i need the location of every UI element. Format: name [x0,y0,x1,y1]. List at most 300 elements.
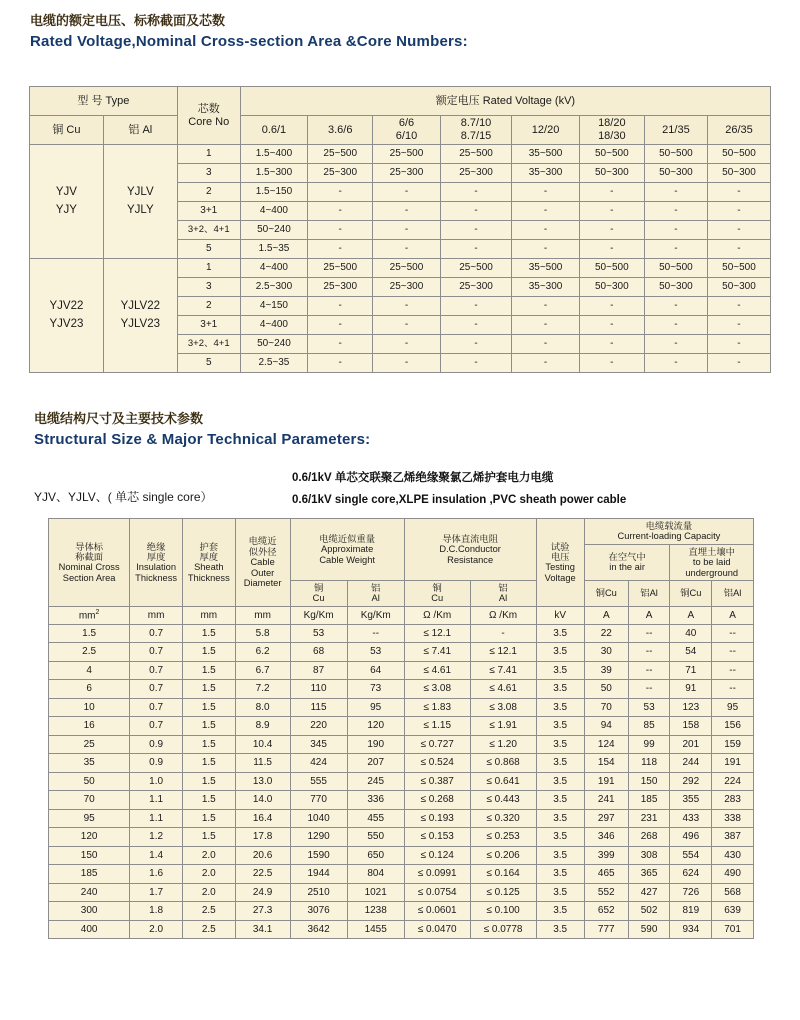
header-voltage-4: 12/20 [512,116,579,145]
voltage-cell-2: - [373,316,440,335]
data-cell-4: 53 [290,624,347,643]
data-cell-0: 2.5 [49,643,130,662]
voltage-cell-3: 25~500 [440,259,512,278]
voltage-cell-5: 50~300 [579,278,644,297]
voltage-cell-0: 1.5~150 [240,183,307,202]
data-cell-7: ≤ 0.125 [470,883,536,902]
data-cell-0: 120 [49,828,130,847]
table-row [49,920,754,939]
data-cell-5: 804 [347,865,404,884]
data-cell-3: 7.2 [235,680,290,699]
header-type-cu: 铜 Cu [30,116,104,145]
table-row [30,145,771,164]
data-cell-7: ≤ 1.91 [470,717,536,736]
voltage-cell-5: - [579,297,644,316]
voltage-cell-2: 25~500 [373,145,440,164]
data-cell-8: 3.5 [536,920,584,939]
voltage-cell-7: - [707,316,770,335]
data-cell-2: 1.5 [182,735,235,754]
data-cell-11: 158 [670,717,712,736]
voltage-cell-5: 50~500 [579,259,644,278]
header-air-cu: 铜Cu [584,581,628,607]
voltage-cell-4: 35~500 [512,259,579,278]
core-no: 3 [177,278,240,297]
data-cell-8: 3.5 [536,680,584,699]
voltage-cell-6: - [644,240,707,259]
data-cell-8: 3.5 [536,846,584,865]
voltage-cell-2: - [373,202,440,221]
voltage-cell-2: - [373,240,440,259]
data-cell-1: 1.1 [130,809,183,828]
data-cell-10: 365 [628,865,670,884]
section-2-subtitle-left: YJV、YJLV、( 单芯 single core） [34,490,213,504]
data-cell-10: 99 [628,735,670,754]
data-cell-6: ≤ 0.524 [404,754,470,773]
data-cell-2: 1.5 [182,643,235,662]
data-cell-12: 156 [712,717,754,736]
data-cell-7: ≤ 4.61 [470,680,536,699]
voltage-cell-6: - [644,316,707,335]
voltage-cell-1: - [308,354,373,373]
voltage-cell-5: - [579,354,644,373]
data-cell-4: 2510 [290,883,347,902]
table-row [49,661,754,680]
data-cell-4: 87 [290,661,347,680]
data-cell-0: 6 [49,680,130,699]
data-cell-6: ≤ 7.41 [404,643,470,662]
header-testing-voltage: 试验 电压 Testing Voltage [536,519,584,607]
voltage-cell-5: - [579,240,644,259]
data-cell-0: 300 [49,902,130,921]
voltage-cell-4: - [512,335,579,354]
data-cell-12: -- [712,680,754,699]
voltage-cell-3: 25~500 [440,145,512,164]
voltage-cell-6: - [644,354,707,373]
voltage-cell-1: 25~500 [308,145,373,164]
data-cell-9: 124 [584,735,628,754]
rated-voltage-table [29,86,771,373]
data-cell-12: 639 [712,902,754,921]
data-cell-3: 8.0 [235,698,290,717]
voltage-cell-5: - [579,316,644,335]
data-cell-1: 0.7 [130,680,183,699]
data-cell-12: 191 [712,754,754,773]
voltage-cell-7: - [707,297,770,316]
header-weight-cu: 铜 Cu [290,581,347,607]
data-cell-2: 1.5 [182,791,235,810]
data-cell-9: 552 [584,883,628,902]
data-cell-12: -- [712,624,754,643]
voltage-cell-3: - [440,183,512,202]
voltage-cell-1: - [308,335,373,354]
data-cell-11: 355 [670,791,712,810]
data-cell-11: 91 [670,680,712,699]
data-cell-7: ≤ 12.1 [470,643,536,662]
technical-parameters-table [48,518,754,939]
data-cell-10: -- [628,661,670,680]
voltage-cell-4: - [512,202,579,221]
data-cell-10: 268 [628,828,670,847]
data-cell-11: 201 [670,735,712,754]
data-cell-3: 13.0 [235,772,290,791]
data-cell-0: 4 [49,661,130,680]
voltage-cell-7: - [707,183,770,202]
data-cell-12: 224 [712,772,754,791]
data-cell-9: 465 [584,865,628,884]
voltage-cell-6: - [644,202,707,221]
table-row [49,865,754,884]
data-cell-3: 16.4 [235,809,290,828]
section-1-title-en: Rated Voltage,Nominal Cross-section Area &Core Numbers: [30,33,468,50]
data-cell-11: 433 [670,809,712,828]
data-cell-8: 3.5 [536,717,584,736]
data-cell-5: 1021 [347,883,404,902]
data-cell-10: -- [628,680,670,699]
data-cell-6: ≤ 1.15 [404,717,470,736]
voltage-cell-0: 1.5~35 [240,240,307,259]
data-cell-3: 5.8 [235,624,290,643]
table-row [49,846,754,865]
data-cell-3: 20.6 [235,846,290,865]
header-voltage-0: 0.6/1 [240,116,307,145]
voltage-cell-6: - [644,221,707,240]
data-cell-0: 35 [49,754,130,773]
data-cell-8: 3.5 [536,865,584,884]
voltage-cell-1: - [308,240,373,259]
data-cell-2: 1.5 [182,772,235,791]
data-cell-8: 3.5 [536,624,584,643]
data-cell-7: ≤ 1.20 [470,735,536,754]
data-cell-11: 934 [670,920,712,939]
data-cell-5: -- [347,624,404,643]
core-no: 1 [177,259,240,278]
data-cell-9: 30 [584,643,628,662]
data-cell-10: -- [628,624,670,643]
data-cell-2: 2.0 [182,846,235,865]
data-cell-11: 123 [670,698,712,717]
table-row [49,791,754,810]
data-cell-2: 1.5 [182,809,235,828]
data-cell-6: ≤ 0.727 [404,735,470,754]
voltage-cell-7: - [707,354,770,373]
data-cell-11: 244 [670,754,712,773]
data-cell-2: 2.5 [182,920,235,939]
header-sheath-thickness: 护套 厚度 Sheath Thickness [182,519,235,607]
data-cell-6: ≤ 0.124 [404,846,470,865]
table-header-row [30,116,771,145]
unit-cell-8: kV [536,606,584,624]
data-cell-7: ≤ 0.320 [470,809,536,828]
technical-parameters-table-wrapper [48,518,754,939]
core-no: 2 [177,297,240,316]
data-cell-10: 150 [628,772,670,791]
data-cell-2: 1.5 [182,698,235,717]
data-cell-9: 777 [584,920,628,939]
voltage-cell-4: 35~300 [512,164,579,183]
data-cell-7: ≤ 3.08 [470,698,536,717]
data-cell-5: 455 [347,809,404,828]
data-cell-9: 154 [584,754,628,773]
header-type-group: 型 号 Type [30,87,178,116]
table-row [49,680,754,699]
unit-cell-10: A [628,606,670,624]
voltage-cell-6: - [644,297,707,316]
voltage-cell-5: 50~300 [579,164,644,183]
data-cell-9: 94 [584,717,628,736]
data-cell-4: 110 [290,680,347,699]
voltage-cell-3: - [440,354,512,373]
data-cell-0: 150 [49,846,130,865]
data-cell-2: 1.5 [182,661,235,680]
unit-cell-1: mm [130,606,183,624]
unit-cell-4: Kg/Km [290,606,347,624]
voltage-cell-1: - [308,297,373,316]
data-cell-5: 53 [347,643,404,662]
data-cell-12: 159 [712,735,754,754]
data-cell-7: - [470,624,536,643]
data-cell-0: 50 [49,772,130,791]
data-cell-7: ≤ 0.868 [470,754,536,773]
voltage-cell-0: 2.5~35 [240,354,307,373]
table-row [49,883,754,902]
header-core-no: 芯数 Core No [177,87,240,145]
table-row [49,902,754,921]
data-cell-12: 490 [712,865,754,884]
voltage-cell-5: - [579,202,644,221]
unit-cell-5: Kg/Km [347,606,404,624]
section-2-subtitle-right-en: 0.6/1kV single core,XLPE insulation ,PVC sheath power cable [292,493,627,506]
data-cell-0: 16 [49,717,130,736]
voltage-cell-3: - [440,202,512,221]
data-cell-3: 6.2 [235,643,290,662]
voltage-cell-5: - [579,335,644,354]
voltage-cell-7: - [707,240,770,259]
data-cell-1: 0.9 [130,735,183,754]
data-cell-6: ≤ 1.83 [404,698,470,717]
unit-cell-3: mm [235,606,290,624]
data-cell-3: 34.1 [235,920,290,939]
section-2-title-cn: 电缆结构尺寸及主要技术参数 [34,411,204,426]
voltage-cell-2: - [373,354,440,373]
voltage-cell-7: - [707,202,770,221]
data-cell-4: 1590 [290,846,347,865]
data-cell-6: ≤ 0.193 [404,809,470,828]
data-cell-12: 568 [712,883,754,902]
voltage-cell-5: 50~500 [579,145,644,164]
voltage-cell-2: - [373,221,440,240]
voltage-cell-1: - [308,316,373,335]
data-cell-10: 427 [628,883,670,902]
header-resistance-cu: 铜 Cu [404,581,470,607]
voltage-cell-2: - [373,183,440,202]
core-no: 3+1 [177,202,240,221]
data-cell-8: 3.5 [536,698,584,717]
table-row [49,828,754,847]
table-row [49,717,754,736]
core-no: 3+1 [177,316,240,335]
data-cell-9: 50 [584,680,628,699]
data-cell-0: 400 [49,920,130,939]
voltage-cell-4: 35~300 [512,278,579,297]
header-voltage-7: 26/35 [707,116,770,145]
data-cell-3: 27.3 [235,902,290,921]
data-cell-0: 70 [49,791,130,810]
data-cell-8: 3.5 [536,902,584,921]
data-cell-12: -- [712,643,754,662]
data-cell-12: 701 [712,920,754,939]
voltage-cell-4: - [512,221,579,240]
voltage-cell-0: 4~150 [240,297,307,316]
data-cell-4: 1040 [290,809,347,828]
core-no: 5 [177,354,240,373]
data-cell-12: 387 [712,828,754,847]
data-cell-11: 554 [670,846,712,865]
table-row [49,698,754,717]
table-row [49,735,754,754]
data-cell-11: 292 [670,772,712,791]
data-cell-5: 1455 [347,920,404,939]
voltage-cell-1: 25~300 [308,278,373,297]
header-type-al: 铝 Al [103,116,177,145]
table-units-row [49,606,754,624]
table-row [49,754,754,773]
table-row [30,259,771,278]
voltage-cell-1: 25~500 [308,259,373,278]
data-cell-11: 819 [670,902,712,921]
voltage-cell-3: 25~300 [440,164,512,183]
data-cell-4: 68 [290,643,347,662]
header-underground-al: 铝Al [712,581,754,607]
voltage-cell-3: - [440,221,512,240]
data-cell-8: 3.5 [536,809,584,828]
voltage-cell-6: 50~300 [644,278,707,297]
data-cell-5: 650 [347,846,404,865]
data-cell-0: 10 [49,698,130,717]
data-cell-4: 1290 [290,828,347,847]
data-cell-11: 40 [670,624,712,643]
header-rated-voltage: 额定电压 Rated Voltage (kV) [240,87,770,116]
data-cell-12: 283 [712,791,754,810]
voltage-cell-1: - [308,221,373,240]
type-cu-group-0: YJV YJY [30,145,104,259]
data-cell-8: 3.5 [536,661,584,680]
data-cell-6: ≤ 4.61 [404,661,470,680]
voltage-cell-1: - [308,183,373,202]
data-cell-10: 590 [628,920,670,939]
data-cell-4: 555 [290,772,347,791]
voltage-cell-3: 25~300 [440,278,512,297]
voltage-cell-7: 50~300 [707,278,770,297]
data-cell-7: ≤ 0.100 [470,902,536,921]
data-cell-9: 297 [584,809,628,828]
data-cell-6: ≤ 0.0470 [404,920,470,939]
data-cell-10: 185 [628,791,670,810]
data-cell-5: 73 [347,680,404,699]
voltage-cell-6: 50~300 [644,164,707,183]
data-cell-4: 115 [290,698,347,717]
data-cell-1: 0.7 [130,661,183,680]
data-cell-8: 3.5 [536,735,584,754]
data-cell-2: 1.5 [182,717,235,736]
data-cell-1: 1.8 [130,902,183,921]
voltage-cell-7: 50~500 [707,259,770,278]
voltage-cell-5: - [579,221,644,240]
voltage-cell-0: 1.5~300 [240,164,307,183]
data-cell-1: 0.7 [130,717,183,736]
data-cell-1: 1.7 [130,883,183,902]
data-cell-9: 241 [584,791,628,810]
voltage-cell-6: 50~500 [644,259,707,278]
header-in-the-air: 在空气中 in the air [584,544,670,580]
data-cell-12: 338 [712,809,754,828]
voltage-cell-5: - [579,183,644,202]
voltage-cell-3: - [440,335,512,354]
table-header-row [49,519,754,545]
table-header-row [30,87,771,116]
data-cell-2: 1.5 [182,754,235,773]
data-cell-9: 39 [584,661,628,680]
data-cell-11: 624 [670,865,712,884]
voltage-cell-3: - [440,240,512,259]
data-cell-2: 1.5 [182,828,235,847]
voltage-cell-1: - [308,202,373,221]
data-cell-8: 3.5 [536,643,584,662]
data-cell-11: 726 [670,883,712,902]
data-cell-12: -- [712,661,754,680]
table-row [49,643,754,662]
voltage-cell-7: 50~500 [707,145,770,164]
type-al-group-1: YJLV22 YJLV23 [103,259,177,373]
table-row [49,772,754,791]
data-cell-7: ≤ 0.0778 [470,920,536,939]
header-weight-al: 铝 Al [347,581,404,607]
voltage-cell-0: 50~240 [240,221,307,240]
header-underground-cu: 铜Cu [670,581,712,607]
voltage-cell-0: 4~400 [240,316,307,335]
data-cell-7: ≤ 0.443 [470,791,536,810]
voltage-cell-4: - [512,183,579,202]
data-cell-12: 95 [712,698,754,717]
voltage-cell-0: 1.5~400 [240,145,307,164]
data-cell-3: 8.9 [235,717,290,736]
data-cell-0: 95 [49,809,130,828]
data-cell-10: 308 [628,846,670,865]
data-cell-5: 207 [347,754,404,773]
data-cell-4: 345 [290,735,347,754]
data-cell-6: ≤ 0.0754 [404,883,470,902]
data-cell-10: 118 [628,754,670,773]
data-cell-7: ≤ 0.206 [470,846,536,865]
voltage-cell-4: - [512,240,579,259]
type-cu-group-1: YJV22 YJV23 [30,259,104,373]
data-cell-12: 430 [712,846,754,865]
voltage-cell-2: - [373,335,440,354]
unit-cell-11: A [670,606,712,624]
header-dc-resistance: 导体直流电阻 D.C.Conductor Resistance [404,519,536,581]
data-cell-1: 1.4 [130,846,183,865]
voltage-cell-6: - [644,183,707,202]
data-cell-4: 220 [290,717,347,736]
section-1-title-cn: 电缆的额定电压、标称截面及芯数 [30,13,226,28]
data-cell-8: 3.5 [536,883,584,902]
data-cell-8: 3.5 [536,791,584,810]
header-voltage-6: 21/35 [644,116,707,145]
core-no: 3+2、4+1 [177,335,240,354]
table-row [49,624,754,643]
voltage-cell-4: - [512,297,579,316]
data-cell-10: 231 [628,809,670,828]
data-cell-5: 336 [347,791,404,810]
